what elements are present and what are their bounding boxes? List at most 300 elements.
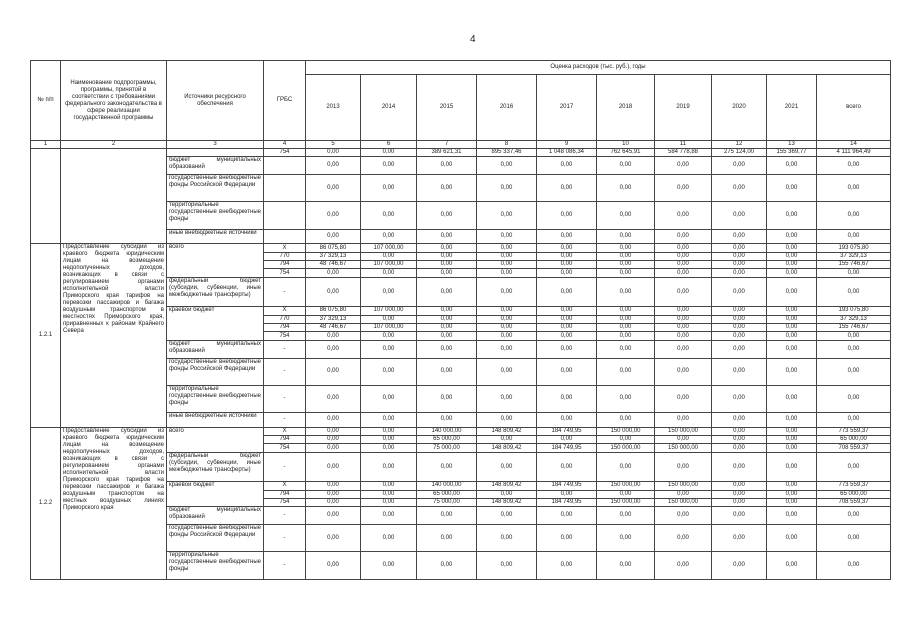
value-cell: 75 000,00 — [417, 444, 477, 452]
section-title: Предоставление субсидий из краевого бюджета юридическим лицам на возмещение недополученных доходов, возникающих в связи с регулированием органами исполнительной власти Приморского края тарифов на перевозки пассажиров и багажа воздушным транспортом на местных воздушных линиях Приморского края — [61, 427, 167, 579]
value-cell: 65 000,00 — [817, 490, 891, 498]
value-cell: 0,00 — [597, 490, 655, 498]
value-cell: 0,00 — [767, 490, 817, 498]
value-cell: 0,00 — [537, 525, 597, 552]
value-cell: 0,00 — [712, 525, 767, 552]
grbs-cell: X — [264, 427, 306, 435]
value-cell: 0,00 — [597, 229, 655, 244]
value-cell: 1 048 086,34 — [537, 149, 597, 157]
header-year: 2019 — [655, 75, 712, 141]
value-cell: 0,00 — [655, 332, 712, 340]
value-cell: 0,00 — [537, 202, 597, 229]
value-cell: 0,00 — [712, 307, 767, 315]
value-cell: 0,00 — [817, 202, 891, 229]
column-number: 6 — [361, 141, 417, 149]
value-cell: 0,00 — [477, 277, 537, 306]
value-cell: 0,00 — [712, 340, 767, 358]
value-cell: 0,00 — [537, 252, 597, 260]
value-cell: 0,00 — [361, 252, 417, 260]
value-cell: 0,00 — [767, 358, 817, 385]
value-cell: 0,00 — [597, 507, 655, 525]
value-cell: 48 746,67 — [306, 261, 361, 269]
value-cell: 0,00 — [655, 552, 712, 580]
value-cell: 4 111 964,49 — [817, 149, 891, 157]
header-year: 2015 — [417, 75, 477, 141]
value-cell: 0,00 — [537, 229, 597, 244]
value-cell: 0,00 — [597, 307, 655, 315]
value-cell: 0,00 — [712, 244, 767, 252]
value-cell: 0,00 — [655, 269, 712, 277]
header-year: всего — [817, 75, 891, 141]
value-cell: 0,00 — [712, 277, 767, 306]
grbs-cell: - — [264, 525, 306, 552]
value-cell: 0,00 — [477, 157, 537, 175]
source-cell: территориальные государственные внебюджетные фонды — [167, 385, 264, 412]
value-cell: 0,00 — [537, 244, 597, 252]
value-cell: 0,00 — [477, 252, 537, 260]
value-cell: 0,00 — [417, 452, 477, 481]
header-year: 2014 — [361, 75, 417, 141]
value-cell: 0,00 — [817, 452, 891, 481]
value-cell: 0,00 — [655, 385, 712, 412]
value-cell: 0,00 — [361, 175, 417, 202]
value-cell: 0,00 — [477, 507, 537, 525]
value-cell: 0,00 — [712, 157, 767, 175]
value-cell: 0,00 — [597, 552, 655, 580]
value-cell: 107 000,00 — [361, 261, 417, 269]
value-cell: 0,00 — [537, 269, 597, 277]
value-cell: 0,00 — [361, 332, 417, 340]
value-cell: 148 809,42 — [477, 444, 537, 452]
value-cell: 0,00 — [417, 157, 477, 175]
value-cell: 0,00 — [477, 175, 537, 202]
value-cell: 0,00 — [417, 175, 477, 202]
value-cell: 155 369,77 — [767, 149, 817, 157]
value-cell: 0,00 — [767, 229, 817, 244]
value-cell: 150 000,00 — [597, 427, 655, 435]
value-cell: 0,00 — [767, 332, 817, 340]
value-cell: 0,00 — [361, 385, 417, 412]
value-cell: 0,00 — [655, 277, 712, 306]
grbs-cell: 754 — [264, 498, 306, 506]
header-year: 2021 — [767, 75, 817, 141]
value-cell: 0,00 — [361, 436, 417, 444]
value-cell: 0,00 — [767, 244, 817, 252]
value-cell: 140 000,00 — [417, 482, 477, 490]
header-name: Наименование подпрограммы, программы, принятой в соответствии с требованиями федерального законодательства в сфере реализации государственной программы — [61, 61, 167, 141]
value-cell: 0,00 — [477, 202, 537, 229]
value-cell: 150 000,00 — [655, 444, 712, 452]
value-cell: 0,00 — [417, 332, 477, 340]
value-cell: 184 749,95 — [537, 482, 597, 490]
value-cell: 0,00 — [361, 507, 417, 525]
value-cell: 895 337,46 — [477, 149, 537, 157]
grbs-cell — [264, 229, 306, 244]
value-cell: 0,00 — [712, 332, 767, 340]
value-cell: 107 000,00 — [361, 307, 417, 315]
value-cell: 0,00 — [712, 323, 767, 331]
grbs-cell: 770 — [264, 252, 306, 260]
value-cell: 0,00 — [306, 507, 361, 525]
value-cell: 0,00 — [597, 244, 655, 252]
source-cell: иные внебюджетные источники — [167, 229, 264, 244]
grbs-cell: 794 — [264, 436, 306, 444]
column-number: 9 — [537, 141, 597, 149]
source-cell: бюджет муниципальных образований — [167, 340, 264, 358]
column-number: 5 — [306, 141, 361, 149]
value-cell: 0,00 — [306, 202, 361, 229]
grbs-cell: 770 — [264, 315, 306, 323]
value-cell: 0,00 — [767, 413, 817, 428]
column-number: 14 — [817, 141, 891, 149]
grbs-cell: - — [264, 358, 306, 385]
grbs-cell: 754 — [264, 149, 306, 157]
value-cell: 0,00 — [477, 315, 537, 323]
value-cell: 0,00 — [477, 436, 537, 444]
value-cell: 184 749,95 — [537, 427, 597, 435]
value-cell: 0,00 — [361, 358, 417, 385]
value-cell: 0,00 — [477, 340, 537, 358]
value-cell: 0,00 — [477, 261, 537, 269]
value-cell: 0,00 — [597, 358, 655, 385]
value-cell: 0,00 — [306, 498, 361, 506]
value-cell: 65 000,00 — [817, 436, 891, 444]
value-cell: 0,00 — [817, 552, 891, 580]
grbs-cell — [264, 175, 306, 202]
value-cell: 0,00 — [361, 452, 417, 481]
value-cell: 0,00 — [417, 252, 477, 260]
header-year: 2020 — [712, 75, 767, 141]
value-cell: 0,00 — [477, 332, 537, 340]
column-number: 12 — [712, 141, 767, 149]
value-cell: 0,00 — [712, 269, 767, 277]
column-number: 13 — [767, 141, 817, 149]
value-cell: 65 000,00 — [417, 436, 477, 444]
value-cell: 0,00 — [537, 307, 597, 315]
value-cell: 0,00 — [537, 277, 597, 306]
value-cell: 0,00 — [306, 427, 361, 435]
source-cell: бюджет муниципальных образований — [167, 507, 264, 525]
value-cell: 0,00 — [537, 315, 597, 323]
value-cell: 0,00 — [361, 269, 417, 277]
value-cell: 0,00 — [817, 385, 891, 412]
value-cell: 0,00 — [361, 413, 417, 428]
value-cell: 0,00 — [417, 525, 477, 552]
value-cell: 150 000,00 — [597, 444, 655, 452]
value-cell: 0,00 — [477, 358, 537, 385]
column-number: 2 — [61, 141, 167, 149]
value-cell: 0,00 — [537, 358, 597, 385]
value-cell: 0,00 — [712, 261, 767, 269]
header-year: 2018 — [597, 75, 655, 141]
value-cell: 0,00 — [597, 436, 655, 444]
value-cell: 0,00 — [361, 552, 417, 580]
header-estimate: Оценка расходов (тыс. руб.), годы — [306, 61, 891, 75]
value-cell: 0,00 — [655, 244, 712, 252]
value-cell: 0,00 — [817, 229, 891, 244]
value-cell: 0,00 — [817, 413, 891, 428]
value-cell: 0,00 — [767, 507, 817, 525]
value-cell: 0,00 — [712, 315, 767, 323]
value-cell: 150 000,00 — [655, 498, 712, 506]
value-cell: 37 329,13 — [306, 315, 361, 323]
value-cell: 0,00 — [712, 413, 767, 428]
value-cell: 0,00 — [477, 307, 537, 315]
value-cell: 0,00 — [417, 323, 477, 331]
value-cell: 0,00 — [306, 436, 361, 444]
value-cell: 184 749,95 — [537, 498, 597, 506]
column-number: 3 — [167, 141, 264, 149]
value-cell: 0,00 — [306, 332, 361, 340]
source-cell: всего — [167, 244, 264, 278]
value-cell: 37 329,13 — [817, 252, 891, 260]
value-cell: 0,00 — [417, 307, 477, 315]
value-cell: 0,00 — [767, 452, 817, 481]
value-cell: 155 746,67 — [817, 323, 891, 331]
value-cell: 0,00 — [712, 507, 767, 525]
value-cell: 0,00 — [597, 157, 655, 175]
value-cell: 0,00 — [361, 482, 417, 490]
value-cell: 762 645,91 — [597, 149, 655, 157]
value-cell: 0,00 — [655, 252, 712, 260]
value-cell: 0,00 — [417, 244, 477, 252]
name-cell — [61, 149, 167, 244]
value-cell: 107 000,00 — [361, 244, 417, 252]
header-num: № п/п — [31, 61, 61, 141]
value-cell: 0,00 — [767, 525, 817, 552]
value-cell: 0,00 — [537, 261, 597, 269]
value-cell: 0,00 — [712, 482, 767, 490]
header-year: 2016 — [477, 75, 537, 141]
value-cell: 0,00 — [655, 323, 712, 331]
value-cell: 0,00 — [361, 490, 417, 498]
value-cell: 0,00 — [597, 252, 655, 260]
value-cell: 37 329,13 — [306, 252, 361, 260]
value-cell: 0,00 — [767, 175, 817, 202]
grbs-cell: - — [264, 277, 306, 306]
value-cell: 0,00 — [417, 507, 477, 525]
value-cell: 0,00 — [306, 358, 361, 385]
value-cell: 0,00 — [767, 307, 817, 315]
source-cell: территориальные государственные внебюджетные фонды — [167, 552, 264, 580]
value-cell: 0,00 — [655, 315, 712, 323]
value-cell: 0,00 — [306, 385, 361, 412]
column-number: 11 — [655, 141, 712, 149]
value-cell: 75 000,00 — [417, 498, 477, 506]
value-cell: 0,00 — [655, 175, 712, 202]
table-row — [31, 244, 891, 252]
value-cell: 0,00 — [597, 525, 655, 552]
value-cell: 148 809,42 — [477, 482, 537, 490]
value-cell: 155 746,67 — [817, 261, 891, 269]
source-cell: федеральный бюджет (субсидии, субвенции, иные межбюджетные трансферты) — [167, 277, 264, 306]
value-cell: 0,00 — [361, 149, 417, 157]
value-cell: 0,00 — [712, 358, 767, 385]
value-cell: 0,00 — [417, 261, 477, 269]
value-cell: 0,00 — [477, 244, 537, 252]
value-cell: 0,00 — [537, 157, 597, 175]
value-cell: 0,00 — [597, 385, 655, 412]
value-cell: 140 000,00 — [417, 427, 477, 435]
value-cell: 0,00 — [712, 252, 767, 260]
value-cell: 0,00 — [477, 229, 537, 244]
value-cell: 0,00 — [306, 229, 361, 244]
value-cell: 0,00 — [767, 252, 817, 260]
grbs-cell: - — [264, 413, 306, 428]
value-cell: 0,00 — [306, 444, 361, 452]
value-cell: 0,00 — [767, 436, 817, 444]
value-cell: 0,00 — [477, 269, 537, 277]
value-cell: 0,00 — [537, 436, 597, 444]
value-cell: 0,00 — [537, 452, 597, 481]
value-cell: 0,00 — [767, 269, 817, 277]
grbs-cell: X — [264, 482, 306, 490]
value-cell: 0,00 — [817, 157, 891, 175]
col-number-row — [31, 141, 891, 149]
value-cell: 0,00 — [306, 340, 361, 358]
value-cell: 0,00 — [712, 202, 767, 229]
value-cell: 0,00 — [712, 444, 767, 452]
source-cell: территориальные государственные внебюджетные фонды — [167, 202, 264, 229]
value-cell: 389 621,31 — [417, 149, 477, 157]
value-cell: 0,00 — [712, 452, 767, 481]
value-cell: 0,00 — [306, 269, 361, 277]
value-cell: 0,00 — [306, 413, 361, 428]
value-cell: 184 749,95 — [537, 444, 597, 452]
value-cell: 150 000,00 — [655, 482, 712, 490]
column-number: 7 — [417, 141, 477, 149]
value-cell: 0,00 — [655, 229, 712, 244]
column-number: 10 — [597, 141, 655, 149]
value-cell: 0,00 — [655, 157, 712, 175]
section-number: 1.2.1 — [31, 244, 61, 427]
value-cell: 0,00 — [477, 490, 537, 498]
value-cell: 0,00 — [817, 358, 891, 385]
value-cell: 0,00 — [417, 315, 477, 323]
value-cell: 0,00 — [306, 157, 361, 175]
grbs-cell: - — [264, 452, 306, 481]
value-cell: 0,00 — [537, 323, 597, 331]
value-cell: 0,00 — [597, 340, 655, 358]
value-cell: 0,00 — [361, 340, 417, 358]
value-cell: 0,00 — [767, 444, 817, 452]
value-cell: 0,00 — [597, 261, 655, 269]
table-row — [31, 149, 891, 157]
value-cell: 0,00 — [767, 277, 817, 306]
value-cell: 0,00 — [767, 385, 817, 412]
value-cell: 0,00 — [306, 277, 361, 306]
grbs-cell — [264, 202, 306, 229]
value-cell: 0,00 — [477, 323, 537, 331]
source-cell: краевой бюджет — [167, 482, 264, 507]
header-source: Источники ресурсного обеспечения — [167, 61, 264, 141]
value-cell: 773 559,37 — [817, 482, 891, 490]
value-cell: 0,00 — [477, 452, 537, 481]
value-cell: 0,00 — [817, 340, 891, 358]
source-cell: краевой бюджет — [167, 307, 264, 341]
grbs-cell: - — [264, 340, 306, 358]
value-cell: 86 075,80 — [306, 244, 361, 252]
value-cell: 0,00 — [361, 427, 417, 435]
source-cell: государственные внебюджетные фонды Российской Федерации — [167, 358, 264, 385]
header-grbs: ГРБС — [264, 61, 306, 141]
value-cell: 148 809,42 — [477, 427, 537, 435]
header-year: 2017 — [537, 75, 597, 141]
value-cell: 0,00 — [417, 269, 477, 277]
value-cell: 0,00 — [597, 269, 655, 277]
value-cell: 0,00 — [767, 427, 817, 435]
value-cell: 0,00 — [537, 175, 597, 202]
value-cell: 0,00 — [597, 175, 655, 202]
grbs-cell: X — [264, 307, 306, 315]
value-cell: 0,00 — [655, 507, 712, 525]
value-cell: 0,00 — [655, 490, 712, 498]
grbs-cell: 794 — [264, 261, 306, 269]
value-cell: 0,00 — [361, 444, 417, 452]
value-cell: 0,00 — [597, 323, 655, 331]
value-cell: 0,00 — [361, 277, 417, 306]
value-cell: 0,00 — [597, 277, 655, 306]
source-cell: всего — [167, 427, 264, 452]
grbs-cell: 794 — [264, 323, 306, 331]
value-cell: 0,00 — [361, 315, 417, 323]
column-number: 4 — [264, 141, 306, 149]
value-cell: 0,00 — [767, 202, 817, 229]
value-cell: 773 559,37 — [817, 427, 891, 435]
grbs-cell: 794 — [264, 490, 306, 498]
value-cell: 0,00 — [817, 525, 891, 552]
value-cell: 0,00 — [417, 202, 477, 229]
value-cell: 148 809,42 — [477, 498, 537, 506]
header-year: 2013 — [306, 75, 361, 141]
value-cell: 0,00 — [306, 175, 361, 202]
value-cell: 0,00 — [712, 385, 767, 412]
value-cell: 150 000,00 — [597, 498, 655, 506]
source-cell: государственные внебюджетные фонды Российской Федерации — [167, 525, 264, 552]
value-cell: 0,00 — [817, 175, 891, 202]
value-cell: 0,00 — [361, 498, 417, 506]
value-cell: 0,00 — [655, 358, 712, 385]
source-cell: федеральный бюджет (субсидии, субвенции, иные межбюджетные трансферты) — [167, 452, 264, 481]
value-cell: 0,00 — [361, 202, 417, 229]
value-cell: 0,00 — [417, 413, 477, 428]
value-cell: 275 124,00 — [712, 149, 767, 157]
value-cell: 0,00 — [477, 385, 537, 412]
value-cell: 0,00 — [417, 552, 477, 580]
value-cell: 37 329,13 — [817, 315, 891, 323]
value-cell: 0,00 — [655, 525, 712, 552]
value-cell: 0,00 — [655, 261, 712, 269]
value-cell: 0,00 — [537, 490, 597, 498]
value-cell: 0,00 — [712, 490, 767, 498]
value-cell: 0,00 — [712, 427, 767, 435]
value-cell: 0,00 — [477, 525, 537, 552]
value-cell: 0,00 — [767, 552, 817, 580]
value-cell: 193 075,80 — [817, 307, 891, 315]
grbs-cell: 754 — [264, 269, 306, 277]
value-cell: 0,00 — [537, 340, 597, 358]
value-cell: 193 075,80 — [817, 244, 891, 252]
value-cell: 0,00 — [417, 340, 477, 358]
source-cell — [167, 149, 264, 157]
value-cell: 0,00 — [306, 525, 361, 552]
value-cell: 0,00 — [767, 340, 817, 358]
grbs-cell: - — [264, 507, 306, 525]
value-cell: 0,00 — [655, 307, 712, 315]
value-cell: 0,00 — [537, 385, 597, 412]
value-cell: 0,00 — [712, 498, 767, 506]
value-cell: 0,00 — [817, 277, 891, 306]
